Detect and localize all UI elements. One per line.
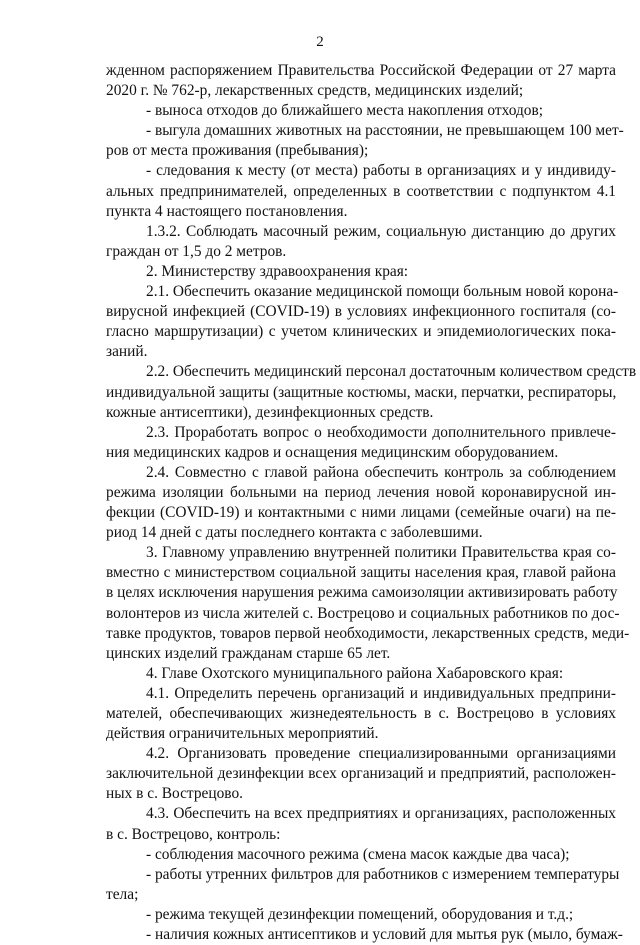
paragraph	[106, 905, 616, 925]
text-line: 4.2. Организовать проведение специализированными организациями	[146, 745, 616, 763]
paragraph	[106, 161, 616, 221]
text-line: в целях исключения нарушения режима самоизоляции активизировать работу	[106, 584, 618, 602]
text-line: в с. Вострецово, контроль:	[106, 825, 281, 843]
text-line: альных предпринимателей, определенных в соответствии с подпунктом 4.1	[106, 182, 616, 200]
paragraph	[106, 684, 616, 744]
text-line: заключительной дезинфекции всех организаций и предприятий, расположен-	[106, 765, 616, 783]
text-line: 3. Главному управлению внутренней политики Правительства края со-	[146, 544, 616, 562]
text-line: фекции (COVID-19) и контактными с ними лицами (семейные очаги) на пе-	[106, 504, 616, 522]
paragraph	[106, 61, 616, 101]
text-line: вместно с министерством социальной защиты населения края, главой района	[106, 564, 616, 582]
text-line: вирусной инфекцией (COVID-19) в условиях инфекционного госпиталя (со-	[106, 303, 616, 321]
text-line: ров от места проживания (пребывания);	[106, 142, 369, 160]
text-line: тела;	[106, 885, 139, 903]
paragraph	[106, 804, 616, 844]
text-line: ния медицинских кадров и оснащения медицинским оборудованием.	[106, 443, 559, 461]
text-line: 1.3.2. Соблюдать масочный режим, социальную дистанцию до других	[146, 222, 616, 240]
text-line: заний.	[106, 343, 148, 361]
text-line: - режима текущей дезинфекции помещений, оборудования и т.д.;	[146, 905, 574, 923]
paragraph	[106, 362, 637, 422]
text-line: 4.1. Определить перечень организаций и индивидуальных предприни-	[146, 684, 616, 702]
paragraph	[106, 543, 630, 664]
text-line: цинских изделий гражданам старше 65 лет.	[106, 644, 391, 662]
text-line: пункта 4 настоящего постановления.	[106, 202, 348, 220]
text-line: мателей, обеспечивающих жизнедеятельность в с. Вострецово в условиях	[106, 705, 616, 722]
paragraph	[106, 101, 616, 121]
paragraph	[106, 121, 624, 161]
text-line: 2. Министерству здравоохранения края:	[146, 262, 409, 280]
text-line: граждан от 1,5 до 2 метров.	[106, 242, 287, 260]
text-line: - работы утренних фильтров для работников с измерением температуры	[146, 865, 620, 883]
text-line: 2020 г. № 762-р, лекарственных средств, медицинских изделий;	[106, 82, 524, 100]
text-line: жденном распоряжением Правительства Российской Федерации от 27 марта	[106, 62, 616, 79]
text-line: 2.3. Проработать вопрос о необходимости дополнительного привлече-	[146, 423, 616, 441]
text-line: гласно маршрутизации) с учетом клинических и эпидемиологических пока-	[106, 323, 616, 341]
paragraph	[106, 463, 616, 543]
text-line: - следования к месту (от места) работы в организациях и у индивиду-	[146, 162, 616, 180]
paragraph	[106, 925, 623, 945]
paragraph	[106, 262, 616, 282]
paragraph	[106, 423, 616, 463]
text-line: риод 14 дней с даты последнего контакта с заболевшими.	[106, 524, 483, 542]
text-line: индивидуальной защиты (защитные костюмы, маски, перчатки, респираторы,	[106, 383, 617, 401]
paragraph	[106, 744, 616, 804]
text-line: волонтеров из числа жителей с. Вострецово и социальных работников по дос-	[106, 604, 620, 622]
paragraph	[106, 865, 620, 905]
text-line: - наличия кожных антисептиков и условий для мытья рук (мыло, бумаж-	[146, 926, 623, 944]
paragraph	[106, 664, 616, 684]
text-line: тавке продуктов, товаров первой необходимости, лекарственных средств, меди-	[106, 624, 630, 642]
document-body	[106, 61, 637, 945]
text-line: - выноса отходов до ближайшего места накопления отходов;	[146, 102, 544, 120]
text-line: 2.4. Совместно с главой района обеспечить контроль за соблюдением	[146, 463, 616, 481]
text-line: ных в с. Вострецово.	[106, 785, 244, 803]
text-line: кожные антисептики), дезинфекционных средств.	[106, 403, 434, 421]
text-line: действия ограничительных мероприятий.	[106, 725, 379, 743]
text-line: 4.3. Обеспечить на всех предприятиях и организациях, расположенных	[146, 805, 616, 823]
paragraph	[106, 845, 616, 865]
text-line: - соблюдения масочного режима (смена масок каждые два часа);	[146, 845, 570, 863]
paragraph	[106, 222, 616, 262]
page-number: 2	[316, 34, 324, 50]
text-line: режима изоляции больными на период лечения новой коронавирусной ин-	[106, 483, 616, 501]
text-line: - выгула домашних животных на расстоянии, не превышающем 100 мет-	[146, 122, 624, 140]
paragraph	[106, 282, 619, 362]
text-line: 2.1. Обеспечить оказание медицинской помощи больным новой корона-	[146, 283, 619, 301]
text-line: 2.2. Обеспечить медицинский персонал достаточным количеством средств	[146, 363, 637, 381]
text-line: 4. Главе Охотского муниципального района Хабаровского края:	[146, 664, 564, 682]
